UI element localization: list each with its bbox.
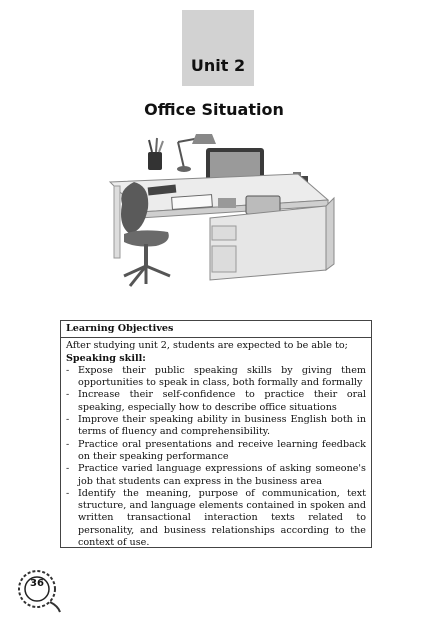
unit-label: Unit 2 [190,56,246,75]
page-number: 36 [30,578,44,589]
skill-heading: Speaking skill: [66,352,146,364]
objective-item: - Practice varied language expressions of asking someone's job that students can express in the business area [66,463,366,488]
objectives-list [66,365,366,549]
phone-icon [218,198,236,208]
document-icon [172,195,213,210]
pencil-cup-icon [148,138,163,170]
learning-objectives-box [60,320,372,548]
chapter-title: Office Situation [144,100,284,119]
objectives-header: Learning Objectives [61,321,371,338]
objective-item: - Expose their public speaking skills by giving them opportunities to speak in class, both formally and formally [66,365,366,390]
office-desk-illustration [100,130,340,300]
objective-item: - Increase their self-confidence to practice their oral speaking, especially how to describe office situations [66,389,366,414]
objective-item: - Identify the meaning, purpose of communication, text structure, and language elements contained in spoken and written transactional interaction texts related to personality, and business relationships according to the context of use. [66,488,366,549]
page-number-badge [14,566,62,614]
objective-item: - Practice oral presentations and receive learning feedback on their speaking performance [66,439,366,464]
objectives-intro: After studying unit 2, students are expected to be able to; [66,340,348,352]
objective-item: - Improve their speaking ability in business English both in terms of fluency and comprehensibility. [66,414,366,439]
